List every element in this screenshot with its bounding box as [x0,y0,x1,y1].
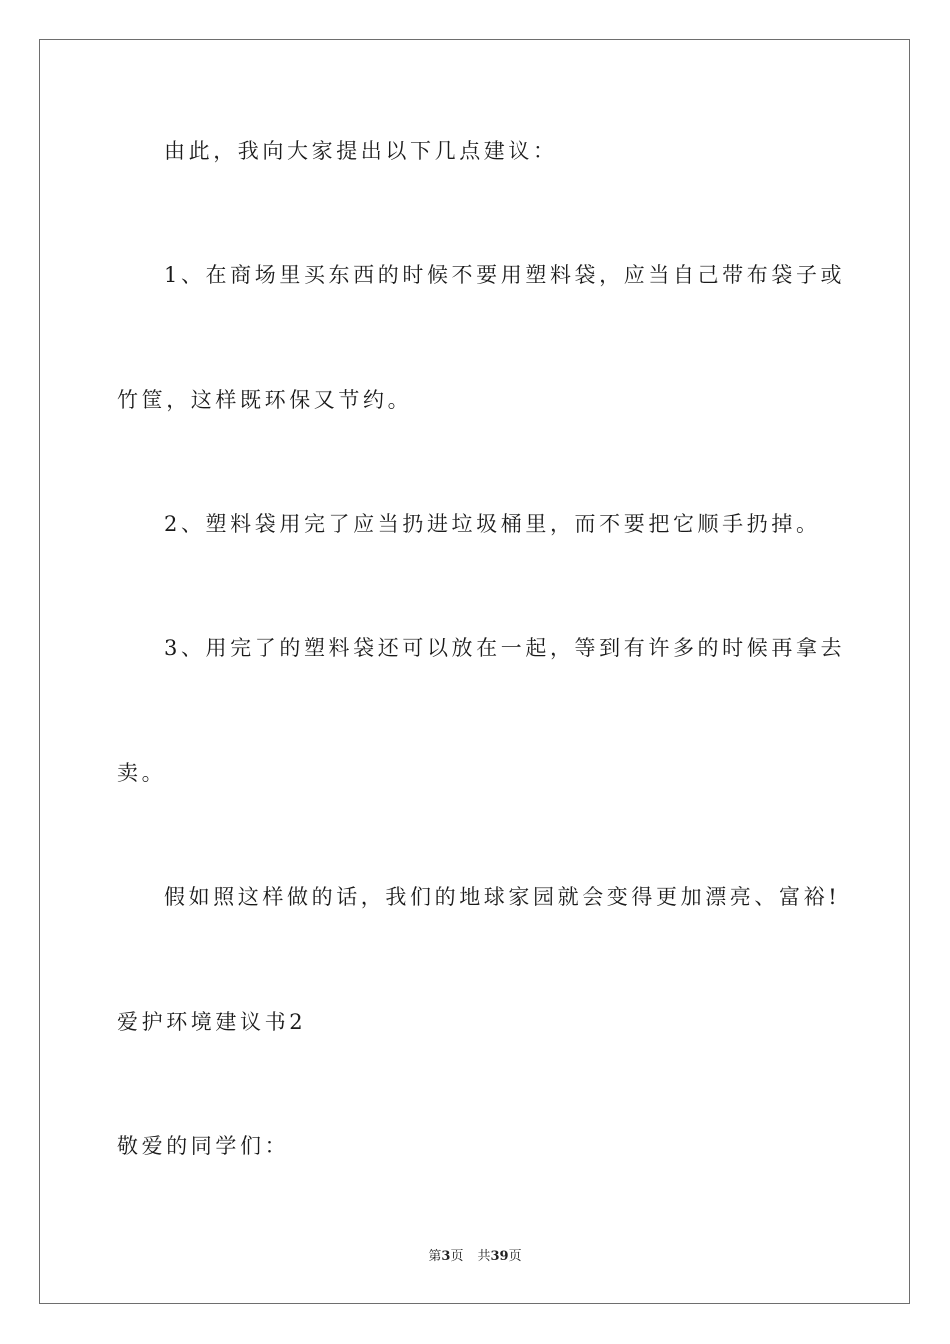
footer-page-prefix: 第 [428,1249,442,1264]
footer-page-suffix: 页 [450,1249,464,1264]
section-heading: 爱护环境建议书2 [117,1010,307,1034]
footer-total-prefix: 共 [477,1249,491,1264]
paragraph-line-6: 卖。 [117,761,167,785]
paragraph-line-5: 3、用完了的塑料袋还可以放在一起，等到有许多的时候再拿去 [164,636,846,660]
paragraph-line-4: 2、塑料袋用完了应当扔进垃圾桶里，而不要把它顺手扔掉。 [164,512,821,536]
page-footer [0,1249,950,1265]
paragraph-line-3: 竹筐，这样既环保又节约。 [117,388,413,412]
footer-total-pages: 39 [490,1249,509,1264]
footer-total-suffix: 页 [508,1249,522,1264]
salutation: 敬爱的同学们： [117,1134,290,1158]
footer-page-number: 3 [441,1249,451,1264]
paragraph-line-1: 由此，我向大家提出以下几点建议： [164,139,558,163]
paragraph-line-2: 1、在商场里买东西的时候不要用塑料袋，应当自己带布袋子或 [164,263,846,287]
page-border [39,39,910,1304]
paragraph-line-7: 假如照这样做的话，我们的地球家园就会变得更加漂亮、富裕! [164,885,841,909]
